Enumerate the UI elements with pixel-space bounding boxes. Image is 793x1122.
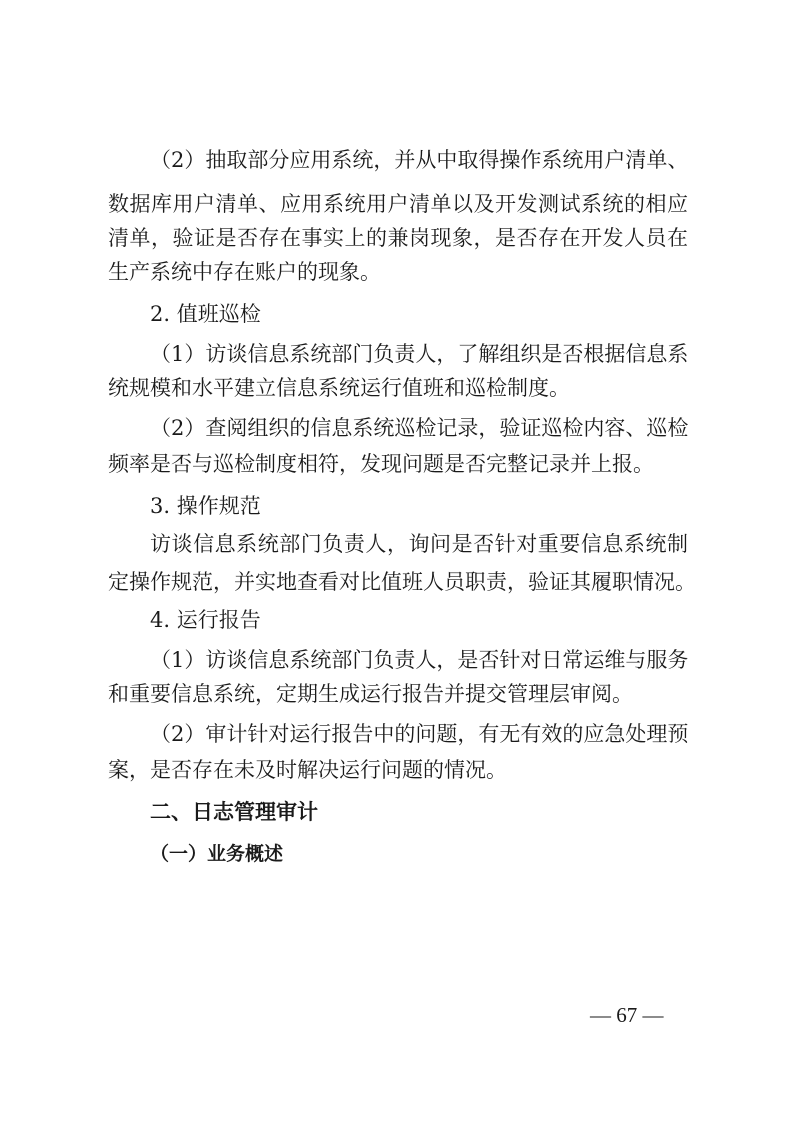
paragraph-line: 生产系统中存在账户的现象。: [108, 260, 381, 284]
paragraph-line: （2）查阅组织的信息系统巡检记录，验证巡检内容、巡检: [150, 416, 689, 440]
paragraph-line: 统规模和水平建立信息系统运行值班和巡检制度。: [108, 376, 570, 400]
subsection-heading: （一）业务概述: [150, 843, 284, 865]
paragraph-line: 数据库用户清单、应用系统用户清单以及开发测试系统的相应: [108, 192, 688, 216]
numbered-heading: 3. 操作规范: [150, 494, 261, 518]
paragraph-line: 清单，验证是否存在事实上的兼岗现象，是否存在开发人员在: [108, 226, 688, 250]
paragraph-line: 定操作规范，并实地查看对比值班人员职责，验证其履职情况。: [108, 570, 696, 594]
paragraph-line: （2）抽取部分应用系统，并从中取得操作系统用户清单、: [150, 148, 689, 172]
paragraph-line: 频率是否与巡检制度相符，发现问题是否完整记录并上报。: [108, 452, 654, 476]
paragraph-line: （2）审计针对运行报告中的问题，有无有效的应急处理预: [150, 722, 689, 746]
page-number: — 67 —: [590, 1003, 664, 1027]
numbered-heading: 4. 运行报告: [150, 608, 261, 632]
paragraph-line: 访谈信息系统部门负责人，询问是否针对重要信息系统制: [150, 532, 688, 556]
section-heading: 二、日志管理审计: [150, 800, 318, 824]
numbered-heading: 2. 值班巡检: [150, 302, 261, 326]
paragraph-line: 和重要信息系统，定期生成运行报告并提交管理层审阅。: [108, 682, 633, 706]
paragraph-line: （1）访谈信息系统部门负责人，了解组织是否根据信息系: [150, 342, 689, 366]
paragraph-line: 案，是否存在未及时解决运行问题的情况。: [108, 758, 507, 782]
paragraph-line: （1）访谈信息系统部门负责人，是否针对日常运维与服务: [150, 648, 689, 672]
